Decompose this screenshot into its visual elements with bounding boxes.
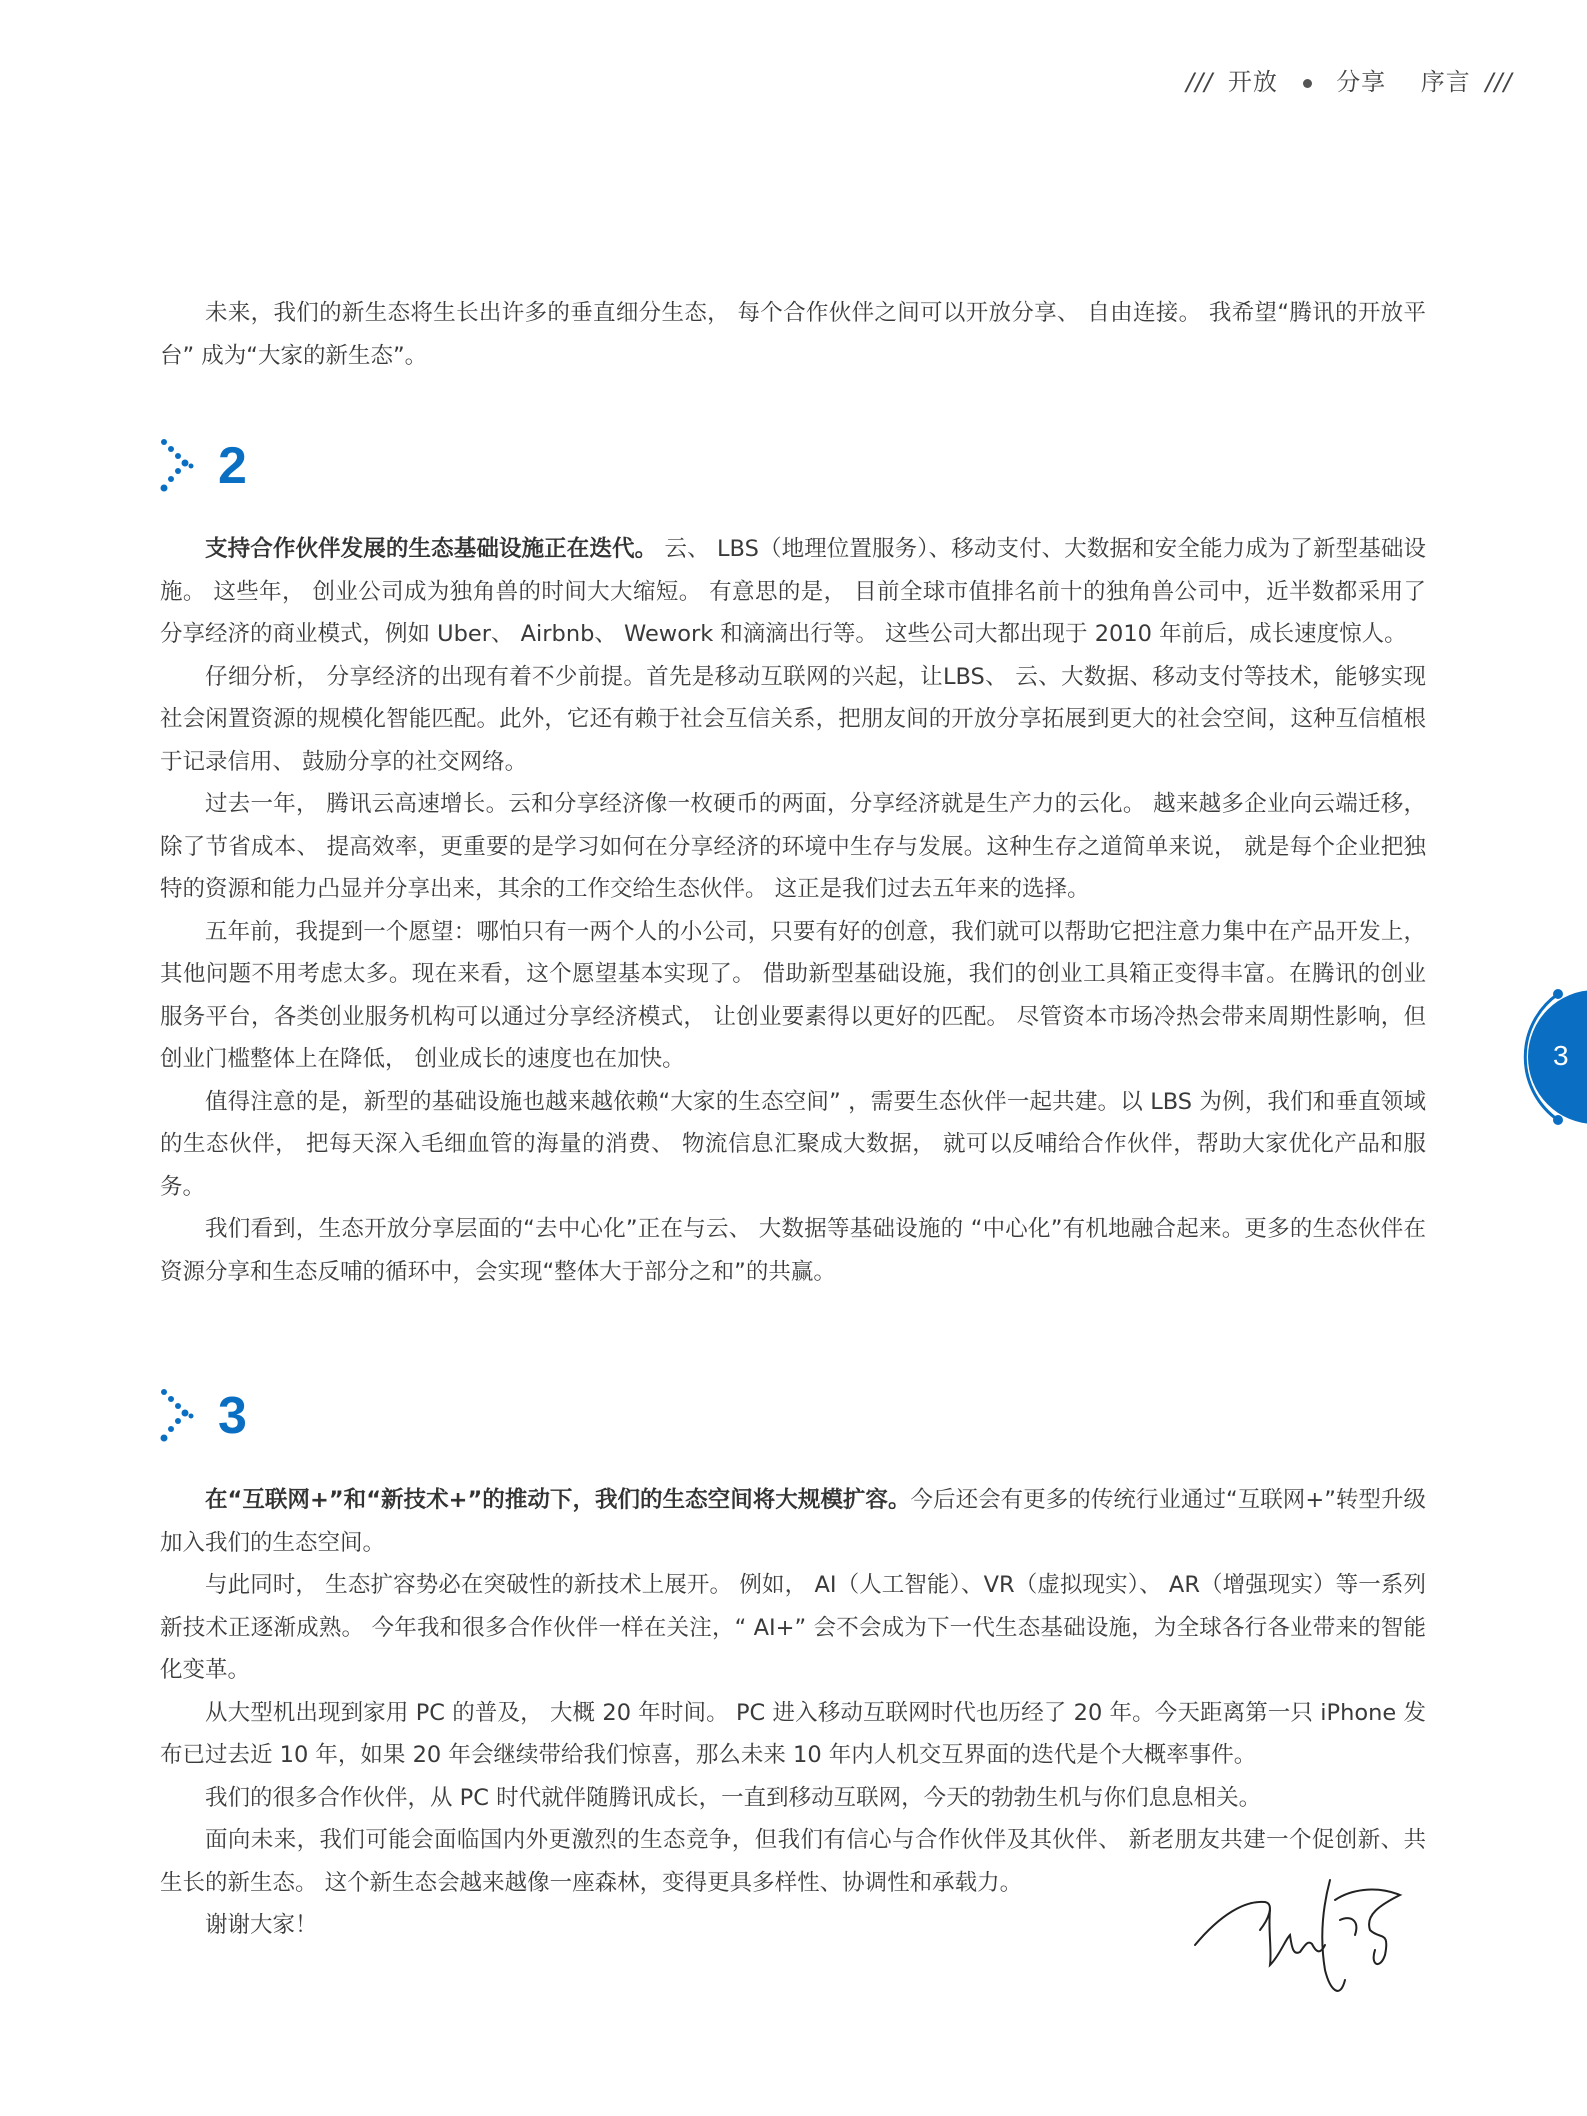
handwritten-signature xyxy=(1190,1860,1430,2005)
lead-bold: 支持合作伙伴发展的生态基础设施正在迭代。 xyxy=(205,536,658,562)
page-number: 3 xyxy=(1553,1040,1569,1071)
section-number: 2 xyxy=(218,437,247,495)
running-header xyxy=(1180,62,1519,97)
paragraph: 过去一年， 腾讯云高速增长。云和分享经济像一枚硬币的两面，分享经济就是生产力的云化。 越来越多企业向云端迁移，除了节省成本、 提高效率，更重要的是学习如何在分享经济的环境中生存与发展。这种生存之道简单来说， 就是每个企业把独特的资源和能力凸显并分享出来，其余的工作交给生态伙伴。 这正是我们过去五年来的选择。 xyxy=(160,791,1426,902)
paragraph: 五年前，我提到一个愿望：哪怕只有一两个人的小公司，只要有好的创意，我们就可以帮助它把注意力集中在产品开发上，其他问题不用考虑太多。现在来看，这个愿望基本实现了。 借助新型基础设施，我们的创业工具箱正变得丰富。在腾讯的创业服务平台，各类创业服务机构可以通过分享经济模式， 让创业要素得以更好的匹配。 尽管资本市场冷热会带来周期性影响，但创业门槛整体上在降低， 创业成长的速度也在加快。 xyxy=(160,918,1426,1072)
intro-block xyxy=(160,292,1426,377)
header-open: 开放 xyxy=(1227,68,1278,96)
header-preface: 序言 xyxy=(1420,68,1471,96)
paragraph: 我们看到，生态开放分享层面的“去中心化”正在与云、 大数据等基础设施的 “中心化”有机地融合起来。更多的生态伙伴在资源分享和生态反哺的循环中，会实现“整体大于部分之和”的共赢。 xyxy=(160,1216,1426,1285)
intro-paragraph: 未来，我们的新生态将生长出许多的垂直细分生态， 每个合作伙伴之间可以开放分享、 自由连接。 我希望“腾讯的开放平台” 成为“大家的新生态”。 xyxy=(160,300,1426,369)
paragraph: 面向未来，我们可能会面临国内外更激烈的生态竞争，但我们有信心与合作伙伴及其伙伴、 新老朋友共建一个促创新、共生长的新生态。 这个新生态会越来越像一座森林，变得更具多样性、协调性和承载力。 xyxy=(160,1827,1426,1896)
closing-line: 谢谢大家！ xyxy=(205,1912,318,1938)
page-number-badge xyxy=(1515,980,1587,1140)
paragraph: 我们的很多合作伙伴，从 PC 时代就伴随腾讯成长，一直到移动互联网，今天的勃勃生机与你们息息相关。 xyxy=(205,1784,1262,1811)
lead-bold: 在“互联网+”和“新技术+”的推动下，我们的生态空间将大规模扩容。 xyxy=(205,1487,911,1513)
section-heading xyxy=(160,436,1426,496)
slashes-decoration: /// xyxy=(1485,68,1513,96)
section-lead-paragraph xyxy=(160,528,1426,656)
paragraph: 从大型机出现到家用 PC 的普及， 大概 20 年时间。 PC 进入移动互联网时代也历经了 20 年。今天距离第一只 iPhone 发布已过去近 10 年，如果 20 年会继续带给我们惊喜，那么未来 10 年内人机交互界面的迭代是个大概率事件。 xyxy=(160,1699,1426,1768)
header-share: 分享 xyxy=(1336,68,1387,96)
paragraph: 仔细分析， 分享经济的出现有着不少前提。首先是移动互联网的兴起，让LBS、 云、大数据、移动支付等技术，能够实现社会闲置资源的规模化智能匹配。此外，它还有赖于社会互信关系，把朋友间的开放分享拓展到更大的社会空间，这种互信植根于记录信用、 鼓励分享的社交网络。 xyxy=(160,663,1426,775)
paragraph: 值得注意的是，新型的基础设施也越来越依赖“大家的生态空间” ，需要生态伙伴一起共建。以 LBS 为例，我们和垂直领域的生态伙伴， 把每天深入毛细血管的海量的消费、 物流信息汇聚成大数据， 就可以反哺给合作伙伴，帮助大家优化产品和服务。 xyxy=(160,1088,1426,1200)
section-heading xyxy=(160,1386,1426,1446)
slashes-decoration: /// xyxy=(1186,68,1214,96)
lead-text: 今后还会有更多的传统行业通过“互联网+”转型升级加入我们的生态空间。 xyxy=(160,1487,1426,1556)
chevron-dots-icon xyxy=(160,438,200,494)
lead-text: 云、 LBS（地理位置服务）、移动支付、大数据和安全能力成为了新型基础设施。 这些年， 创业公司成为独角兽的时间大大缩短。 有意思的是， 目前全球市值排名前十的独角兽公司中，近半数都采用了分享经济的商业模式，例如 Uber、 Airbnb、 Wework 和滴滴出行等。 这些公司大都出现于 2010 年前后，成长速度惊人。 xyxy=(160,536,1426,647)
paragraph: 与此同时， 生态扩容势必在突破性的新技术上展开。 例如， AI（人工智能）、VR（虚拟现实）、 AR（增强现实）等一系列新技术正逐渐成熟。 今年我和很多合作伙伴一样在关注，“ AI+” 会不会成为下一代生态基础设施，为全球各行各业带来的智能化变革。 xyxy=(160,1572,1426,1683)
chevron-dots-icon xyxy=(160,1388,200,1444)
section-number: 3 xyxy=(218,1387,247,1445)
bullet-dot xyxy=(1303,79,1312,88)
section-2 xyxy=(160,436,1426,1293)
section-lead-paragraph xyxy=(160,1479,1426,1564)
